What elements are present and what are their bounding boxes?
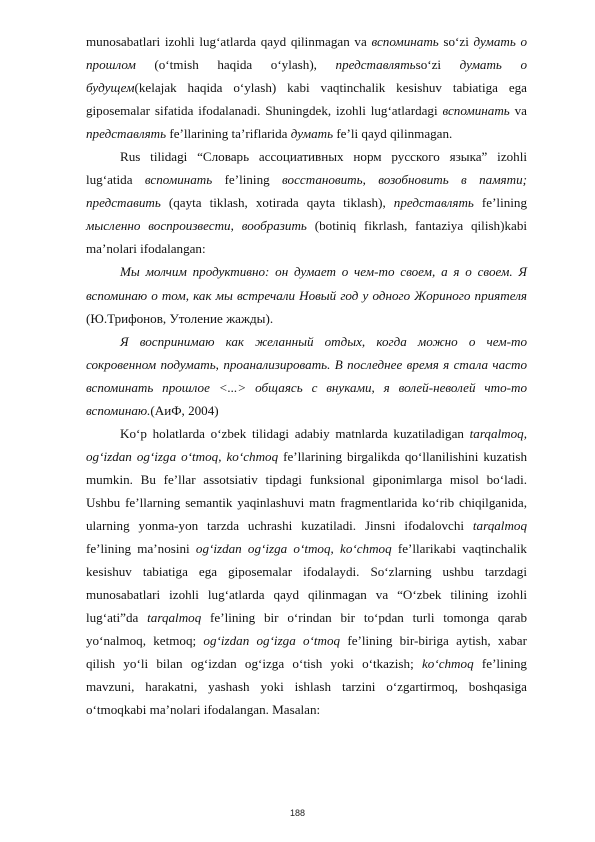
text-segment: Rus tilidagi “Словарь ассоциативных норм русского языка” izohli [120, 149, 527, 165]
italic-term: представлять [393, 195, 474, 211]
text-line [86, 652, 527, 675]
italic-term: вспоминаю о том, как мы встречали Новый год у одного Жориного приятеля [86, 287, 527, 303]
italic-term: думать о [473, 34, 528, 49]
italic-term: мысленно воспроизвести, вообразить [86, 218, 307, 234]
page-number: 188 [289, 808, 306, 818]
text-segment: (o‘tmish haqida o‘ylash), [135, 57, 336, 73]
text-line [86, 399, 527, 422]
text-segment: fe’lining [473, 195, 527, 211]
text-line [86, 307, 527, 330]
text-segment: ma’nolari ifodalangan: [86, 241, 206, 257]
text-line [86, 214, 527, 237]
text-segment: fe’lining bir-biriga aytish, xabar [340, 633, 527, 649]
text-line [86, 122, 527, 145]
text-line [86, 260, 527, 283]
text-line [86, 606, 527, 629]
text-line [86, 629, 527, 652]
text-segment: Ko‘p holatlarda o‘zbek tilidagi adabiy matnlarda kuzatiladigan [120, 425, 470, 441]
text-segment: ularning yonma-yon tarzda uchrashi kuzatiladi. Jinsni ifodalovchi [86, 517, 473, 533]
italic-term: og‘izdan og‘izga o‘tmoq, ko‘chmoq [195, 541, 392, 557]
text-segment: (kelajak haqida o‘ylash) kabi vaqtinchalik kesishuv tabiatiga ega [134, 80, 527, 96]
italic-term: Мы молчим продуктивно: он думает о чем-то своем, а я о своем. Я [120, 264, 527, 280]
text-line [86, 99, 527, 122]
text-line [86, 514, 527, 537]
text-line [86, 284, 527, 307]
italic-term: представлять [86, 126, 167, 142]
italic-term: og‘izdan og‘izga o‘tmoq [203, 633, 341, 649]
text-segment: munosabatlari izohli lug‘atlarda qayd qilinmagan va “O‘zbek tilining izohli [86, 587, 527, 603]
text-segment: yo‘nalmoq, ketmoq; [86, 633, 204, 649]
text-segment: fe’llarikabi vaqtinchalik [391, 541, 527, 557]
text-segment: Ushbu fe’llarning semantik yaqinlashuvi matn fragmentlarida ko‘rib chiqilganida, [86, 494, 527, 510]
text-segment: fe’llarining birgalikda qo‘llanilishini kuzatish [278, 448, 527, 464]
text-line [86, 237, 527, 260]
text-segment: qilish yo‘li bilan og‘izdan og‘izga o‘tish yoki o‘tkazish; [86, 656, 422, 672]
text-segment: fe’li qayd qilinmagan. [333, 126, 453, 142]
italic-term: будущем [86, 80, 135, 96]
text-segment: lug‘atida [86, 172, 145, 188]
text-segment: fe’lining [212, 172, 283, 188]
text-segment: (АиФ, 2004) [150, 402, 219, 418]
text-segment: mumkin. Bu fe’llar assotsiativ tipdagi funksional giponimlarga misol bo‘ladi. [86, 471, 527, 487]
italic-term: tarqalmoq [472, 517, 527, 533]
text-line [86, 468, 527, 491]
text-segment: fe’lining ma’nosini [86, 541, 196, 557]
text-line [86, 330, 527, 353]
italic-term: вспоминать [442, 103, 510, 119]
text-line [86, 30, 527, 53]
italic-term: представить [86, 195, 161, 211]
italic-term: думать [290, 126, 334, 142]
text-segment: mavzuni, harakatni, yashash yoki ishlash tarzini o‘zgartirmoq, boshqasiga [86, 679, 527, 695]
text-line [86, 583, 527, 606]
text-line [86, 491, 527, 514]
text-line [86, 53, 527, 76]
italic-term: вспоминать [144, 172, 213, 188]
text-segment: fe’llarining ta’riflarida [166, 126, 291, 142]
text-segment: (Ю.Трифонов, Утоление жажды). [86, 310, 274, 326]
text-segment: (qayta tiklash, xotirada qayta tiklash), [160, 195, 394, 211]
italic-term: og‘izdan og‘izga o‘tmoq, ko‘chmoq [86, 448, 279, 464]
text-segment: o‘tmoqkabi ma’nolari ifodalangan. Masalan: [86, 702, 321, 718]
italic-term: восстановить, возобновить в памяти; [282, 172, 527, 188]
text-line [86, 445, 527, 468]
text-line [86, 353, 527, 376]
text-segment: lug‘ati”da [86, 610, 148, 626]
text-line [86, 376, 527, 399]
italic-term: вспоминаю. [86, 402, 151, 418]
italic-term: представлять [335, 57, 416, 73]
text-line [86, 191, 527, 214]
text-segment: fe’lining bir o‘rindan bir to‘pdan turli tomonga qarab [201, 610, 527, 626]
text-line [86, 675, 527, 698]
italic-term: Я воспринимаю как желанный отдых, когда можно о чем-то [120, 333, 527, 349]
document-body [86, 30, 527, 721]
text-line [86, 698, 527, 721]
text-line [86, 145, 527, 168]
italic-term: tarqalmoq [147, 610, 202, 626]
text-segment: kesishuv tabiatiga ega giposemalar ifodalaydi. So‘zlarning ushbu tarzdagi [86, 564, 527, 580]
italic-term: вспоминать [371, 34, 439, 49]
text-segment: (botiniq fikrlash, fantaziya qilish)kabi [306, 218, 528, 234]
text-line [86, 76, 527, 99]
italic-term: думать о [459, 57, 528, 73]
text-segment: munosabatlari izohli lug‘atlarda qayd qilinmagan va [86, 34, 372, 49]
text-segment: fe’lining [473, 656, 527, 672]
text-segment: va [509, 103, 527, 119]
italic-term: tarqalmoq, [469, 425, 527, 441]
text-line [86, 560, 527, 583]
italic-term: ko‘chmoq [421, 656, 474, 672]
text-segment: so‘zi [415, 57, 460, 73]
text-line [86, 422, 527, 445]
text-segment: so‘zi [438, 34, 474, 49]
italic-term: сокровенном подумать, проанализировать. В последнее время я стала часто [86, 356, 527, 372]
text-segment: giposemalar sifatida ifodalanadi. Shuningdek, izohli lug‘atlardagi [86, 103, 443, 119]
italic-term: вспоминать прошлое <...> общаясь с внуками, я волей-неволей что-то [86, 379, 527, 395]
italic-term: прошлом [86, 57, 136, 73]
text-line [86, 168, 527, 191]
text-line [86, 537, 527, 560]
